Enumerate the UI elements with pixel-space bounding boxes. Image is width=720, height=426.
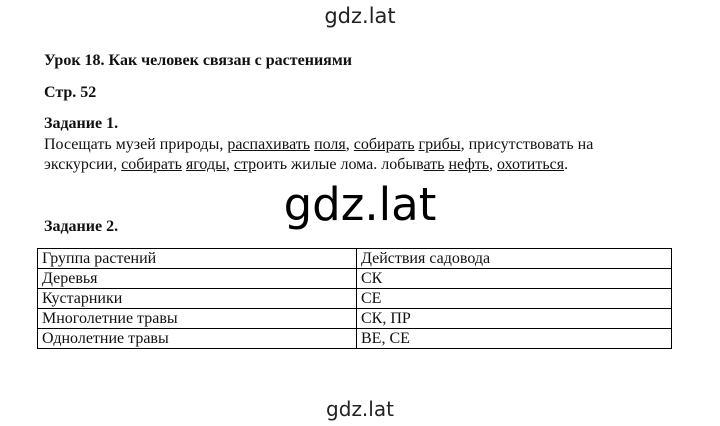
text-segment: , [345,136,354,153]
header-cell-actions: Действия садовода [357,249,672,269]
underlined-word: поля [314,136,346,153]
watermark-middle: gdz.lat [283,178,437,231]
underlined-word: грибы [418,136,461,153]
task1-heading: Задание 1. [44,115,119,132]
page-number: Стр. 52 [44,84,97,101]
table-cell-actions: СК [357,269,672,289]
watermark-bottom: gdz.lat [326,397,394,421]
text-segment: . [564,156,569,173]
task2-heading: Задание 2. [44,218,119,235]
underlined-word: собирать [353,136,415,153]
underlined-word: стр [233,156,257,173]
underlined-word: распахивать [227,136,311,153]
underlined-word: ягоды [185,156,226,173]
text-segment: Посещать музей природы, [44,136,228,153]
table-cell-group: Однолетние травы [38,329,357,349]
table-header-row [38,249,672,269]
underlined-word: нефть [448,156,489,173]
underlined-word: собирать [121,156,182,173]
text-segment: , [225,156,234,173]
watermark-top: gdz.lat [324,4,396,28]
text-segment: , присутствовать на экскурсии, [44,136,594,173]
table-cell-group: Кустарники [38,289,357,309]
table-row [38,329,672,349]
header-cell-group: Группа растений [38,249,357,269]
plants-table [37,248,672,349]
text-segment: оить жилые лома. лобыв [256,156,424,173]
lesson-title: Урок 18. Как человек связан с растениями [44,52,352,69]
table-cell-group: Многолетние травы [38,309,357,329]
table-row [38,269,672,289]
underlined-word: охотиться [496,156,565,173]
table-cell-actions: ВЕ, СЕ [357,329,672,349]
task1-text [44,135,644,175]
table-cell-actions: СЕ [357,289,672,309]
table-row [38,289,672,309]
underlined-word: ать [423,156,445,173]
table-cell-group: Деревья [38,269,357,289]
table-cell-actions: СК, ПР [357,309,672,329]
text-segment: , [488,156,497,173]
table-row [38,309,672,329]
